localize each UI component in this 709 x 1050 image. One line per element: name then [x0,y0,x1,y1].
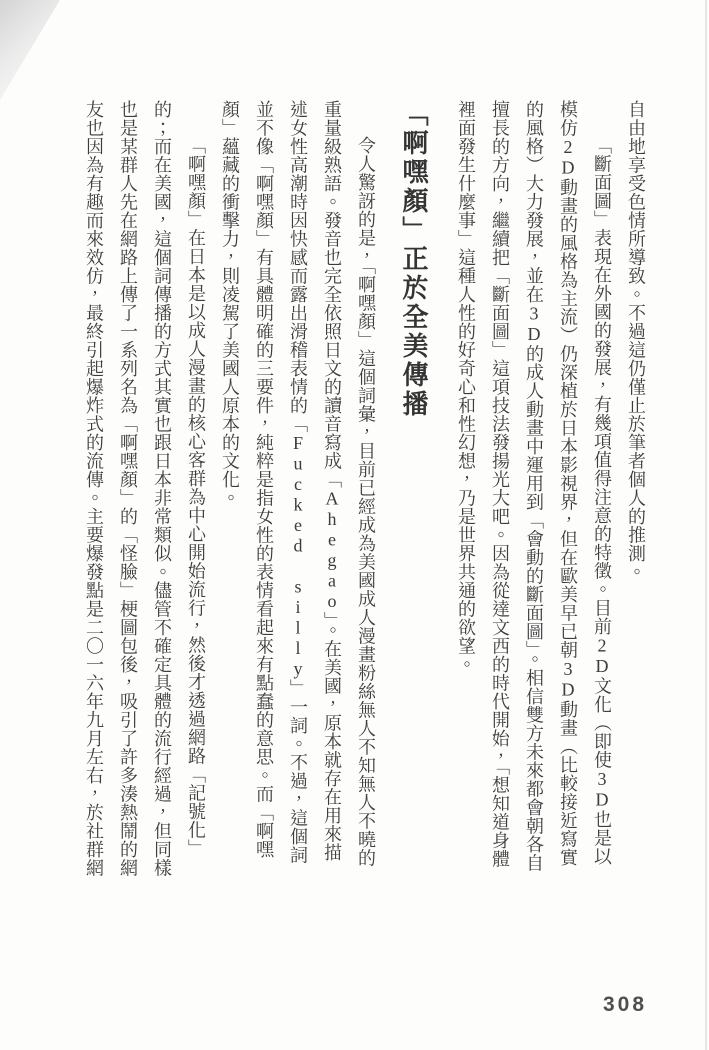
page-number: 308 [603,993,648,1016]
paragraph-cross-section: 「斷面圖」表現在外國的發展，有幾項值得注意的特徵。目前2D文化（即使3D也是以模仿2D動畫的風格為主流）仍深植於日本影視界，但在歐美早已朝3D動畫（比較接近寫實的風格）大力發展，並在3D的成人動畫中運用到「會動的斷面圖」。相信雙方未來都會朝各自擅長的方向，繼續把「斷面圖」這項技法發揚光大吧。因為從達文西的時代開始，「想知道身體裡面發生什麼事」這種人性的好奇心和性幻想，乃是世界共通的欲望。 [456,100,612,872]
section-heading: 「啊嘿顏」正於全美傳播 [399,100,429,419]
paragraph-ahegao-spread: 「啊嘿顏」在日本是以成人漫畫的核心客群為中心開始流行，然後才透過網路「記號化」的；而在美國，這個詞傳播的方式其實也跟日本非常類似。儘管不確定具體的流行經過，但同樣也是某群人先在網路上傳了一系列名為「啊嘿顏」的「怪臉」梗圖包後，吸引了許多湊熱鬧的網友也因為有趣而來效仿，最終引起爆炸式的流傳。主要爆發點是二〇一六年九月左右，於社群網 [84,100,206,877]
scan-shadow-top-left-decoration [0,0,60,100]
scan-edge-right-decoration [705,0,707,1050]
paragraph-intro-continuation: 自由地享受色情所導致。不過這仍僅止於筆者個人的推測。 [626,100,646,581]
paragraph-ahegao-term: 令人驚訝的是，「啊嘿顏」這個詞彙，目前已經成為美國成人漫畫粉絲無人不知無人不曉的重量級熟語。發音也完全依照日文的讀音寫成「Ahegao」。在美國，原本就存在用來描述女性高潮時因快感而露出滑稽表情的「Fucked silly」一詞。不過，這個詞並不像「啊嘿顏」有具體明確的三要件，純粹是指女性的表情看起來有點蠢的意思。而「啊嘿顏」蘊藏的衝擊力，則凌駕了美國人原本的文化。 [220,100,376,867]
vertical-text-block [77,100,653,878]
